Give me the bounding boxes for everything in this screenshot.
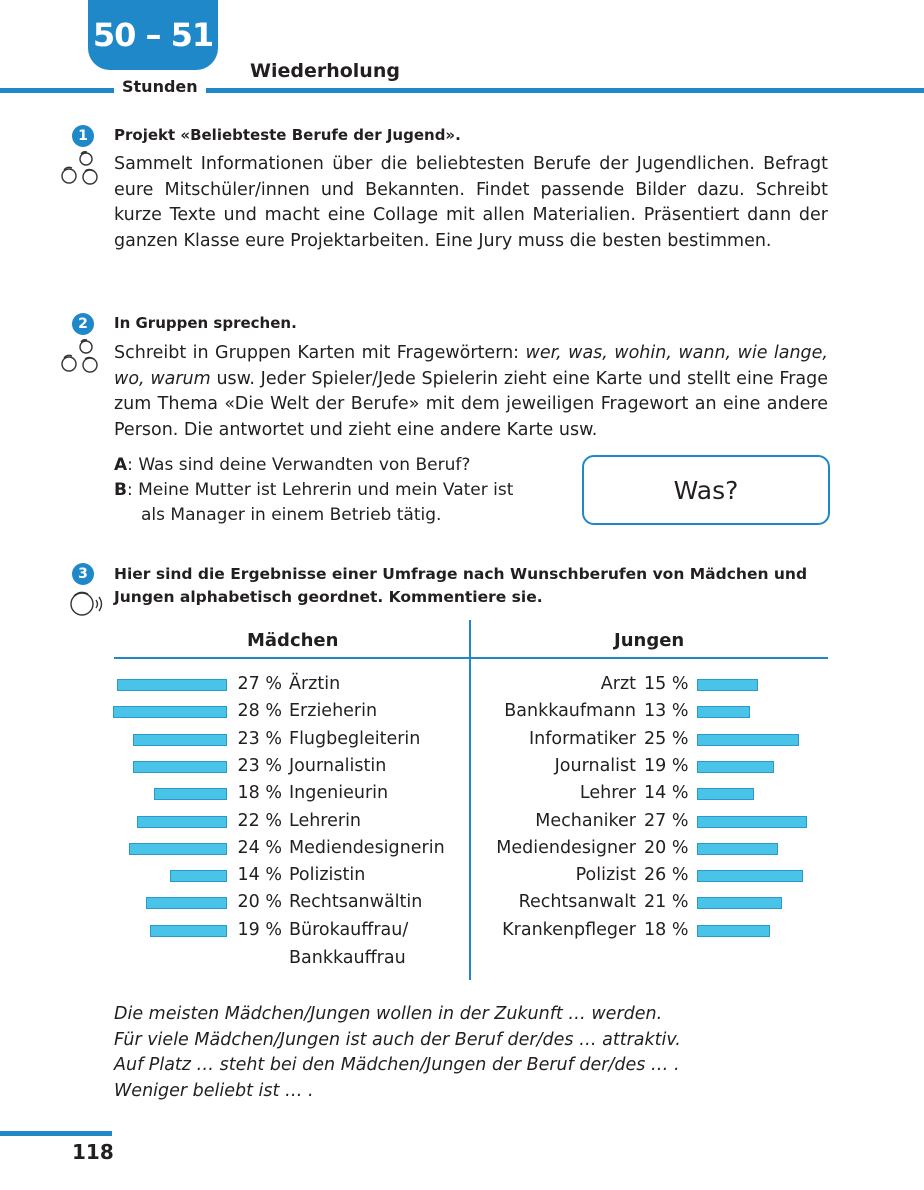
- boys-value: 25 %: [644, 728, 689, 749]
- girls-value: 22 %: [237, 810, 282, 831]
- boys-value: 18 %: [644, 919, 689, 940]
- girls-value: 19 %: [237, 919, 282, 940]
- girls-profession: Ärztin: [289, 674, 341, 694]
- task-3-number: 3: [72, 563, 94, 585]
- task-1-number: 1: [72, 125, 94, 147]
- girls-profession: Rechtsanwältin: [289, 892, 423, 913]
- sentence-3: Auf Platz … steht bei den Mädchen/Jungen der Beruf der/des … .: [114, 1055, 680, 1075]
- girls-profession: Flugbegleiterin: [289, 728, 421, 749]
- boys-value: 14 %: [644, 783, 689, 804]
- question-words: wer, was, wohin, wann, wie lange, wo, warum: [114, 343, 828, 389]
- boys-bar: [697, 843, 778, 855]
- boys-bar: [697, 734, 799, 746]
- girls-value: 24 %: [237, 837, 282, 858]
- girls-label-cont: Bankkauffrau: [289, 948, 406, 968]
- boys-value: 15 %: [644, 674, 689, 694]
- sentence-1: Die meisten Mädchen/Jungen wollen in der Zukunft … werden.: [114, 1004, 663, 1024]
- group-icon: [58, 338, 102, 376]
- boys-value: 20 %: [644, 837, 689, 858]
- girls-value: 14 %: [237, 865, 282, 886]
- table-header-rule: [114, 657, 828, 659]
- girls-value: 23 %: [237, 755, 282, 776]
- boys-value: 26 %: [644, 865, 689, 886]
- boys-profession: Mediendesigner: [496, 837, 636, 858]
- lesson-range: 50 – 51: [92, 16, 214, 54]
- girls-profession: Bürokauffrau/: [289, 919, 409, 940]
- task-2-text: [114, 341, 828, 443]
- dialog-a-text: Was sind deine Verwandten von Beruf?: [138, 455, 471, 475]
- page-number: 118: [72, 1140, 114, 1164]
- boys-profession: Bankkaufmann: [504, 701, 636, 722]
- boys-profession: Informatiker: [529, 728, 636, 749]
- boys-profession: Krankenpfleger: [502, 919, 636, 940]
- question-card-word: Was?: [673, 475, 739, 505]
- question-card: [582, 455, 830, 525]
- speaker-b: B: [114, 480, 127, 500]
- boys-bar: [697, 897, 782, 909]
- girls-profession: Lehrerin: [289, 810, 362, 831]
- task-1-heading: Projekt «Beliebteste Berufe der Jugend».: [114, 126, 461, 144]
- dialog-b-text: Meine Mutter ist Lehrerin und mein Vater ist: [138, 480, 514, 500]
- girls-value: 20 %: [237, 892, 282, 913]
- boys-value: 21 %: [644, 892, 689, 913]
- girls-value: 18 %: [237, 783, 282, 804]
- page-title: Wiederholung: [250, 60, 400, 82]
- girls-profession: Ingenieurin: [289, 783, 389, 804]
- speaker-a: A: [114, 455, 128, 475]
- sentence-4: Weniger beliebt ist … .: [114, 1080, 314, 1101]
- boys-value: 13 %: [644, 701, 689, 722]
- girls-value: 23 %: [237, 728, 282, 749]
- boys-profession: Arzt: [600, 674, 636, 694]
- task-2-heading: In Gruppen sprechen.: [114, 314, 297, 332]
- boys-bar: [697, 788, 754, 800]
- lesson-unit: Stunden: [114, 77, 206, 96]
- boys-profession: Mechaniker: [535, 810, 636, 831]
- dialog-b-text-cont: als Manager in einem Betrieb tätig.: [141, 505, 442, 525]
- girls-profession: Journalistin: [289, 755, 387, 776]
- task-3-heading: Hier sind die Ergebnisse einer Umfrage nach Wunschberufen von Mädchen und Jungen alphabetisch geordnet. Kommentiere sie.: [114, 565, 808, 606]
- lesson-tab: [88, 0, 218, 70]
- group-icon: [58, 150, 102, 188]
- dialog-line-a: A: Was sind deine Verwandten von Beruf?: [114, 455, 471, 475]
- boys-bar: [697, 761, 774, 773]
- boys-profession: Rechtsanwalt: [518, 892, 636, 913]
- boys-bar: [697, 925, 770, 937]
- sentence-2: Für viele Mädchen/Jungen ist auch der Beruf der/des … attraktiv.: [114, 1029, 681, 1050]
- boys-profession: Lehrer: [579, 783, 636, 804]
- boys-value: 19 %: [644, 755, 689, 776]
- sentence-starters: [114, 1002, 681, 1104]
- boys-bar: [697, 816, 807, 828]
- dialog-line-b: B: Meine Mutter ist Lehrerin und mein Vater ist: [114, 480, 514, 500]
- task-2-text-part-2: usw. Jeder Spieler/Jede Spielerin zieht eine Karte und stellt eine Frage zum Thema «Die Welt der Berufe» mit dem jeweiligen Fragewort an eine andere Person. Die antwortet und zieht eine andere Karte usw.: [114, 368, 828, 440]
- girls-profession: Mediendesignerin: [289, 837, 445, 858]
- boys-profession: Polizist: [575, 865, 636, 886]
- task-2-number: 2: [72, 313, 94, 335]
- girls-value: 27 %: [237, 674, 282, 694]
- girls-profession: Erzieherin: [289, 701, 378, 722]
- girls-column-header: Mädchen: [247, 630, 339, 651]
- boys-bar: [697, 706, 750, 718]
- speaking-head-icon: [66, 588, 104, 620]
- boys-column-header: Jungen: [614, 630, 685, 651]
- task-1-text: Sammelt Informationen über die beliebtesten Berufe der Jugendlichen. Befragt eure Mitschüler/innen und Bekannten. Findet passende Bilder dazu. Schreibt kurze Texte und macht eine Collage mit allen Materialien. Präsentiert dann der ganzen Klasse eure Projektarbeiten. Eine Jury muss die besten bestimmen.: [114, 154, 828, 251]
- task-2-text-part-1: Schreibt in Gruppen Karten mit Fragewörtern:: [114, 343, 526, 363]
- boys-profession: Journalist: [554, 755, 636, 776]
- boys-value: 27 %: [644, 810, 689, 831]
- footer-rule: [0, 1131, 112, 1136]
- girls-value: 28 %: [237, 701, 282, 722]
- boys-bar: [697, 679, 758, 691]
- boys-bar: [697, 870, 803, 882]
- girls-profession: Polizistin: [289, 865, 366, 886]
